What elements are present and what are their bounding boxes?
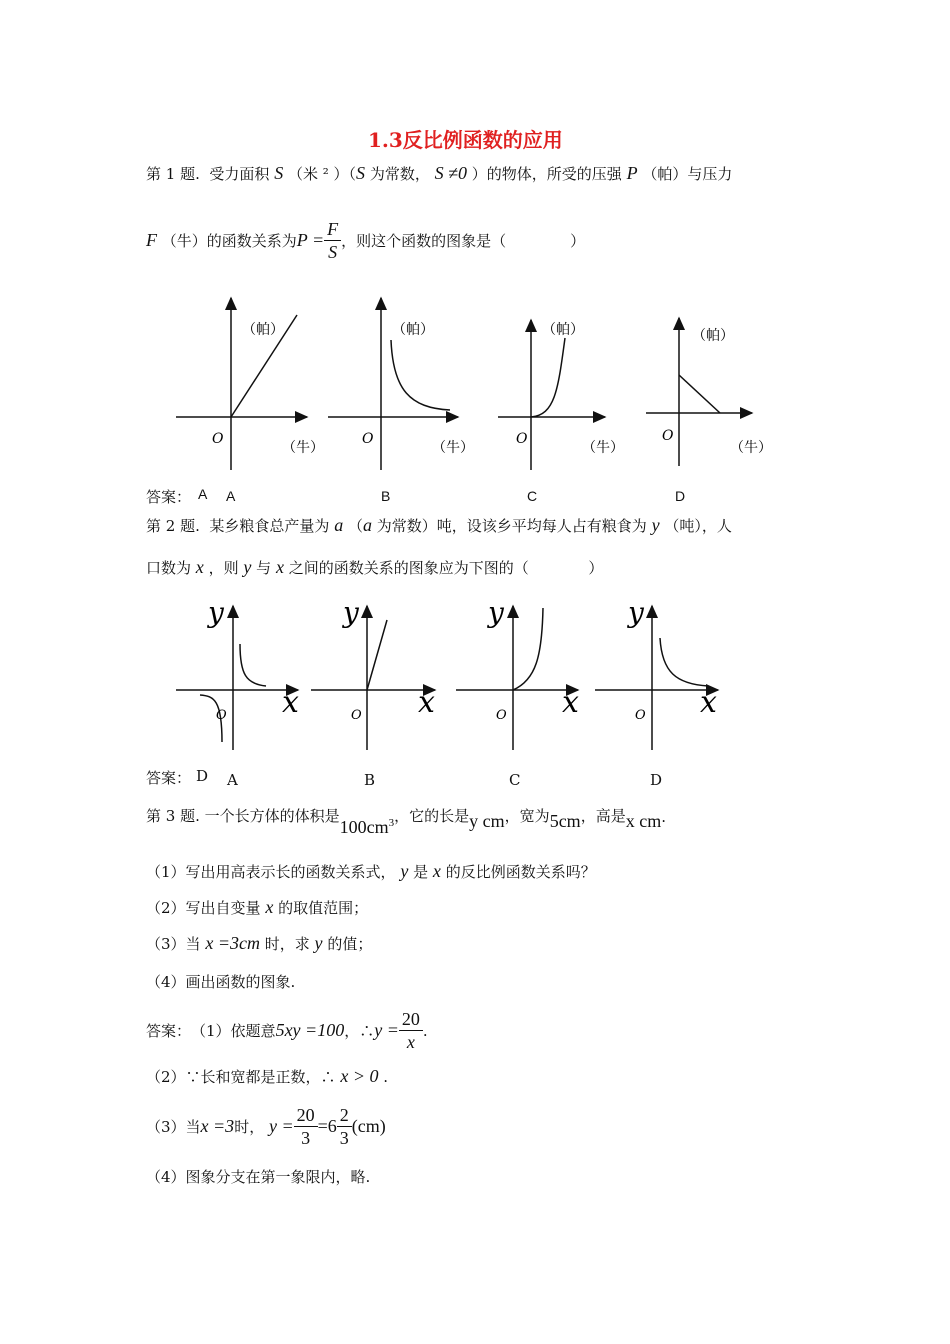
q1-graph-d <box>646 318 772 466</box>
q3-text: 的反比例函数关系吗？ <box>445 863 596 881</box>
x-unit-label: （牛） <box>582 440 624 456</box>
q3-text: （3）当 <box>146 935 201 953</box>
x-unit-label: （牛） <box>730 440 772 456</box>
y-axis-label: y <box>488 596 504 629</box>
q1-line2 <box>146 218 585 263</box>
q2-line2 <box>146 557 603 578</box>
q3-text: （2）∵长和宽都是正数，∴ <box>146 1068 336 1086</box>
q3-length: y cm <box>469 811 505 831</box>
origin-label: O <box>216 708 227 723</box>
q2-option-c: C <box>509 771 521 789</box>
q3-fraction <box>337 1104 352 1149</box>
q1-line1 <box>146 163 732 184</box>
q2-var-a: a <box>363 515 372 535</box>
q1-var-f: F <box>146 230 157 250</box>
denominator: 3 <box>339 1128 349 1148</box>
q3-answer-2: （2）∵长和宽都是正数，∴ x > 0 . <box>146 1066 389 1086</box>
origin-label: O <box>212 431 224 447</box>
q2-number: 第 2 题. <box>146 517 200 535</box>
q3-answer-4: （4）图象分支在第一象限内，略. <box>146 1168 371 1186</box>
numerator: 20 <box>399 1008 423 1031</box>
q2-text: 与 <box>256 559 272 577</box>
q2-text: 某乡粮食总产量为 <box>209 517 330 535</box>
q1-text: ，则这个函数的图象是（ <box>341 232 507 250</box>
origin-label: O <box>496 708 507 723</box>
q1-text: ）的物体，所受的压强 <box>471 165 622 183</box>
q2-var-y: y <box>243 557 252 577</box>
q3-equation: =6 <box>317 1116 337 1136</box>
x-axis-label: x <box>418 685 435 720</box>
q2-graph-d <box>595 596 718 750</box>
q3-text: （2）写出自变量 <box>146 899 261 917</box>
q1-text: （牛）的函数关系为 <box>161 232 297 250</box>
q3-part4: （4）画出函数的图象. <box>146 973 296 991</box>
q3-condition: x =3cm <box>205 933 260 953</box>
q2-option-d: D <box>650 771 663 789</box>
q2-text: 之间的函数关系的图象应为下图的（ <box>288 559 529 577</box>
q2-var-x: x <box>275 557 284 577</box>
q1-denominator: S <box>328 242 338 262</box>
q1-var-s: S <box>274 163 284 183</box>
q1-eq-lhs: P = <box>296 230 325 250</box>
q3-text: ，高是 <box>580 807 626 825</box>
q3-number: 第 3 题. <box>146 807 200 825</box>
q3-part2 <box>146 897 368 918</box>
q3-text: ，∴ <box>344 1022 375 1040</box>
q1-graphs <box>170 290 790 480</box>
q2-var-x: x <box>195 557 204 577</box>
q2-text: ，则 <box>208 559 239 577</box>
q1-graph-b <box>328 298 474 470</box>
x-axis-label: x <box>282 685 299 720</box>
q2-graph-c <box>456 596 579 750</box>
denominator: x <box>406 1032 415 1052</box>
q3-unit: (cm) <box>351 1116 386 1136</box>
q3-volume-value: 100cm <box>339 817 389 837</box>
q1-answer: A <box>198 486 208 502</box>
x-axis-label: x <box>562 685 579 720</box>
numerator: 2 <box>337 1104 352 1127</box>
q3-var-x: x <box>432 861 441 881</box>
q3-part1 <box>146 861 596 882</box>
graph-curve <box>660 638 708 686</box>
q2-text: （ <box>347 517 363 535</box>
graph-curve <box>367 620 387 690</box>
y-axis-label: y <box>343 596 359 629</box>
q3-text: （1）写出用高表示长的函数关系式， <box>146 863 396 881</box>
q3-fraction <box>399 1008 423 1053</box>
q1-text: （帕）与压力 <box>642 165 733 183</box>
q3-text: 的取值范围； <box>278 899 369 917</box>
q3-answer-1: 答案： （1）依题意 5xy =100 ，∴ y = $\frac{20}{x}$ . <box>146 1009 428 1052</box>
x-unit-label: （牛） <box>432 440 474 456</box>
q3-answer-label: 答案： <box>146 1022 192 1040</box>
q3-var-y: y <box>400 861 409 881</box>
q3-equation: x > 0 <box>340 1066 379 1086</box>
x-axis-label: x <box>700 685 717 720</box>
q3-text: ，宽为 <box>504 807 550 825</box>
y-unit-label: （帕） <box>242 322 284 338</box>
q1-option-a: A <box>226 488 236 504</box>
q1-text: （米 ² ）（ <box>287 165 357 183</box>
q3-text: . <box>661 808 666 826</box>
q1-numerator: F <box>324 218 341 241</box>
q3-part3 <box>146 933 372 954</box>
q3-text: 的值； <box>327 935 373 953</box>
y-unit-label: （帕） <box>542 322 584 338</box>
q1-text: 受力面积 <box>209 165 270 183</box>
q2-text: 口数为 <box>146 559 192 577</box>
q2-graph-b <box>311 596 435 750</box>
q1-var-p: P <box>626 163 638 183</box>
graph-curve <box>531 338 565 417</box>
graph-curve <box>391 340 450 410</box>
q3-text: 时，求 <box>264 935 310 953</box>
y-axis-label: y <box>208 596 224 629</box>
q3-equation: y = <box>268 1116 294 1136</box>
q3-equation: x =3 <box>200 1116 235 1136</box>
q3-var-y: y <box>314 933 323 953</box>
y-axis-label: y <box>628 596 644 629</box>
q2-option-b: B <box>364 771 376 789</box>
q3-answer-3 <box>146 1104 386 1149</box>
q3-equation: y = <box>374 1020 399 1040</box>
origin-label: O <box>362 431 374 447</box>
q1-text: 为常数， <box>369 165 430 183</box>
q1-graph-c <box>498 320 624 470</box>
graph-curve <box>513 608 543 690</box>
q1-answer-label: 答案： <box>146 488 192 506</box>
q3-volume <box>340 817 395 838</box>
origin-label: O <box>635 708 646 723</box>
q2-option-a: A <box>227 771 238 789</box>
q3-text: （3）当 <box>146 1118 201 1136</box>
q1-condition: S ≠0 <box>434 163 468 183</box>
denominator: 3 <box>301 1128 311 1148</box>
q1-var-s: S <box>356 163 366 183</box>
q3-fraction <box>294 1104 318 1149</box>
q3-text: 是 <box>413 863 429 881</box>
q2-answer: D <box>196 767 209 785</box>
q1-graph-a <box>176 298 324 470</box>
y-unit-label: （帕） <box>392 322 434 338</box>
q2-text: 为常数）吨，设该乡平均每人占有粮食为 <box>376 517 647 535</box>
x-unit-label: （牛） <box>282 440 324 456</box>
q1-option-b: B <box>381 488 391 504</box>
q3-volume-exp: 3 <box>388 817 395 829</box>
q1-option-d: D <box>675 488 686 504</box>
q3-text: 一个长方体的体积是 <box>204 807 340 825</box>
q3-height: x cm <box>625 811 662 831</box>
q3-text: （1）依题意 <box>191 1022 276 1040</box>
q2-answer-label: 答案： <box>146 769 192 787</box>
q3-text: ，它的长是 <box>394 807 470 825</box>
q2-text: （吨），人 <box>664 517 732 535</box>
origin-label: O <box>351 708 362 723</box>
q1-text: ） <box>570 232 586 250</box>
q3-text: 时， <box>234 1118 265 1136</box>
q3-equation: 5xy =100 <box>275 1020 345 1040</box>
q3-width: 5cm <box>549 811 581 831</box>
origin-label: O <box>662 428 674 444</box>
y-unit-label: （帕） <box>692 328 734 344</box>
q2-var-a: a <box>334 515 344 535</box>
graph-curve-q1 <box>240 644 266 686</box>
q1-fraction <box>324 218 341 263</box>
q2-graphs <box>170 596 770 756</box>
q1-number: 第 1 题. <box>146 165 200 183</box>
q2-text: ） <box>588 559 604 577</box>
q3-line1 <box>146 805 666 837</box>
origin-label: O <box>516 431 528 447</box>
q2-line1 <box>146 515 732 536</box>
q2-graph-a <box>176 596 299 750</box>
q2-var-y: y <box>651 515 660 535</box>
graph-curve <box>679 375 720 413</box>
q1-option-c: C <box>527 488 538 504</box>
page-title: 1.3反比例函数的应用 <box>368 128 563 152</box>
numerator: 20 <box>294 1104 318 1127</box>
q3-var-x: x <box>265 897 274 917</box>
